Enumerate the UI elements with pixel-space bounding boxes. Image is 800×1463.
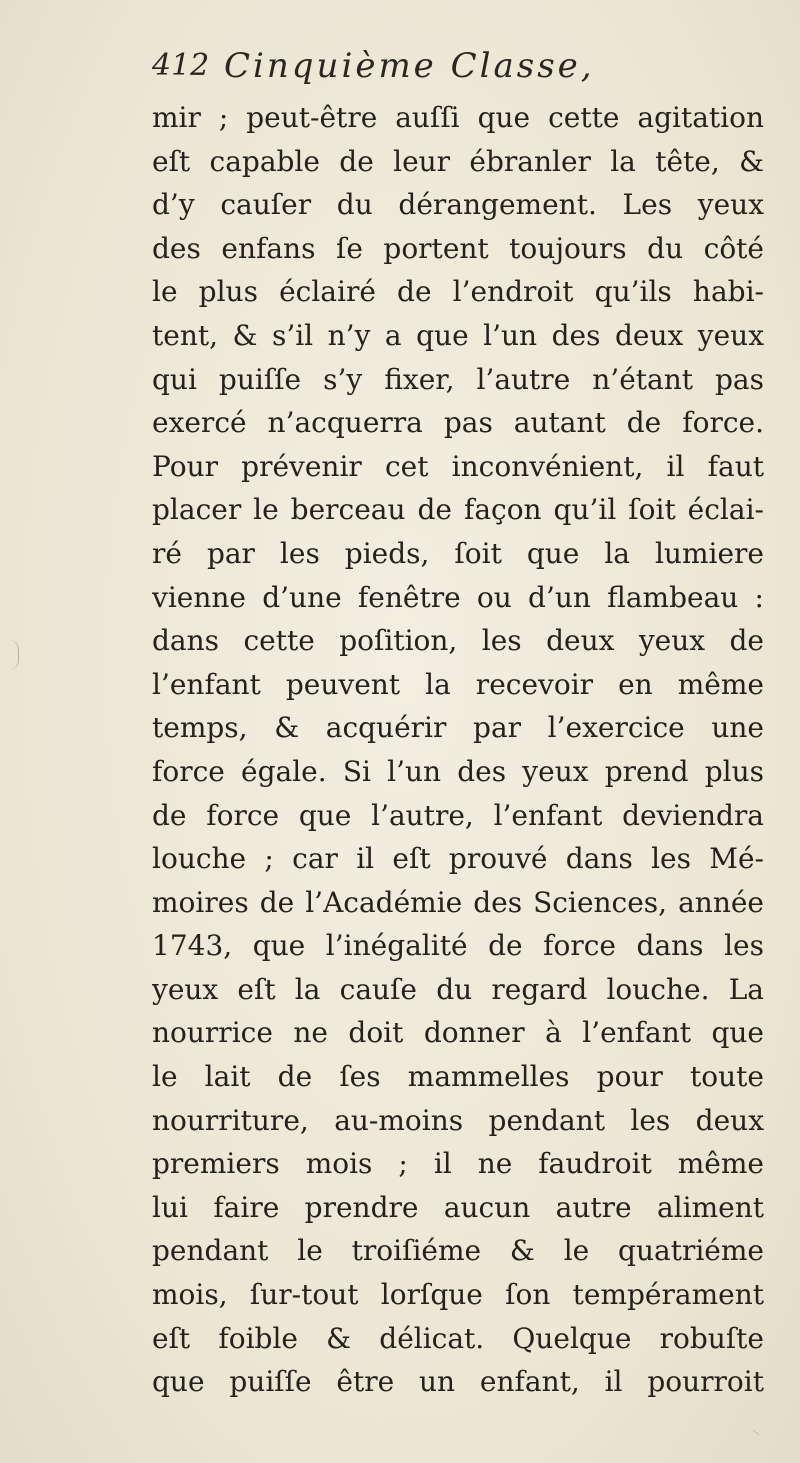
text-line: le lait de ſes mammelles pour toute	[152, 1060, 764, 1094]
text-line: pendant le troiſiéme & le quatriéme	[152, 1234, 764, 1268]
running-title: Cinquième Classe,	[224, 46, 595, 86]
text-line: yeux eſt la cauſe du regard louche. La	[152, 972, 764, 1006]
text-line: force égale. Si l’un des yeux prend plus	[152, 754, 764, 788]
text-line: placer le berceau de façon qu’il ſoit éclai-	[152, 493, 764, 527]
text-line: ré par les pieds, ſoit que la lumiere	[152, 536, 764, 570]
text-line: nourriture, au-moins pendant les deux	[152, 1103, 764, 1137]
text-line: eſt capable de leur ébranler la tête, &	[152, 144, 764, 178]
text-line: le plus éclairé de l’endroit qu’ils habi-	[152, 275, 764, 309]
text-line: louche ; car il eſt prouvé dans les Mé-	[152, 842, 764, 876]
text-line: l’enfant peuvent la recevoir en même	[152, 667, 764, 701]
text-line: vienne d’une fenêtre ou d’un flambeau :	[152, 580, 764, 614]
text-line: temps, & acquérir par l’exercice une	[152, 711, 764, 745]
text-line: moires de l’Académie des Sciences, année	[152, 885, 764, 919]
text-line: exercé n’acquerra pas autant de force.	[152, 406, 764, 440]
text-line: premiers mois ; il ne faudroit même	[152, 1147, 764, 1181]
margin-mark	[8, 640, 19, 670]
text-line: nourrice ne doit donner à l’enfant que	[152, 1016, 764, 1050]
text-line: des enfans ſe portent toujours du côté	[152, 231, 764, 265]
paper-mark	[753, 1430, 760, 1436]
text-line: eſt foible & délicat. Quelque robuſte	[152, 1321, 764, 1355]
text-line: mir ; peut-être auſſi que cette agitation	[152, 101, 764, 134]
text-line: tent, & s’il n’y a que l’un des deux yeux	[152, 318, 764, 352]
page-number: 412	[152, 48, 210, 83]
text-line: mois, ſur-tout lorſque ſon tempérament	[152, 1278, 764, 1312]
text-line: 1743, que l’inégalité de force dans les	[152, 929, 764, 963]
body-text	[152, 96, 764, 1404]
text-line: lui faire prendre aucun autre aliment	[152, 1190, 764, 1224]
text-line: Pour prévenir cet inconvénient, il faut	[152, 449, 764, 483]
text-line: de force que l’autre, l’enfant deviendra	[152, 798, 764, 832]
text-line: que puiſſe être un enfant, il pourroit	[152, 1365, 764, 1399]
text-line: dans cette poſition, les deux yeux de	[152, 624, 764, 658]
text-line: d’y cauſer du dérangement. Les yeux	[152, 188, 764, 222]
text-line: qui puiſſe s’y fixer, l’autre n’étant pas	[152, 362, 764, 396]
page-header	[152, 46, 772, 96]
